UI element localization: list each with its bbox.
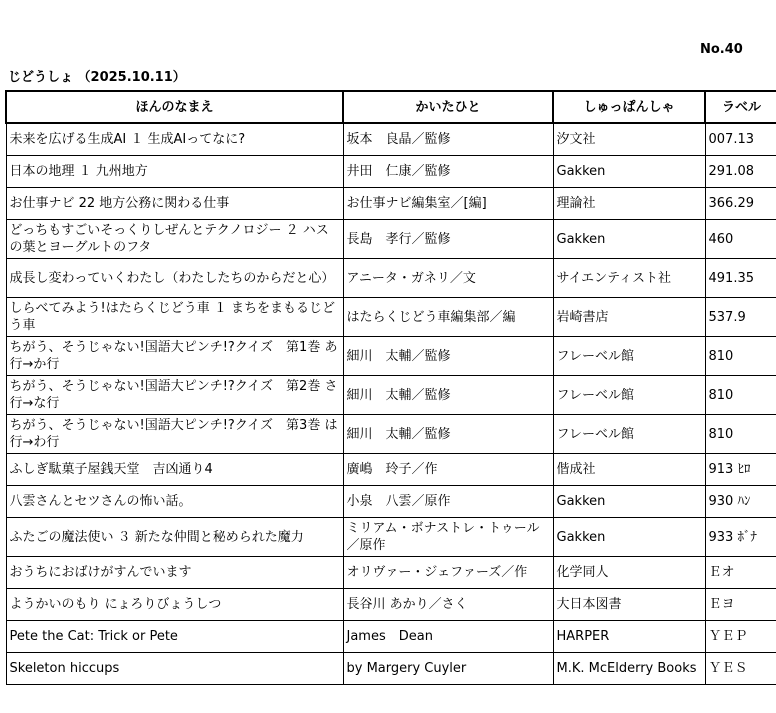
label-cell: 810 <box>705 415 776 454</box>
label-cell: 913 ﾋﾛ <box>705 454 776 486</box>
publisher-cell: 汐文社 <box>553 123 705 156</box>
publisher-cell: Gakken <box>553 156 705 188</box>
publisher-cell: サイエンティスト社 <box>553 259 705 298</box>
author-cell: オリヴァー・ジェファーズ／作 <box>343 557 553 589</box>
label-cell: ＹＥＰ <box>705 621 776 653</box>
book-title-cell: おうちにおばけがすんでいます <box>6 557 343 589</box>
table-row <box>6 188 776 220</box>
table-row <box>6 589 776 621</box>
label-cell: 537.9 <box>705 298 776 337</box>
column-header-publisher: しゅっぱんしゃ <box>553 91 705 123</box>
author-cell: 坂本 良晶／監修 <box>343 123 553 156</box>
list-heading: じどうしょ （2025.10.11） <box>8 70 186 85</box>
book-title-cell: どっちもすごいそっくりしぜんとテクノロジー ２ ハスの葉とヨーグルトのフタ <box>6 220 343 259</box>
table-row <box>6 621 776 653</box>
table-row <box>6 123 776 156</box>
table-row <box>6 454 776 486</box>
table-row <box>6 376 776 415</box>
label-cell: Ｅヨ <box>705 589 776 621</box>
book-title-cell: ちがう、そうじゃない!国語大ピンチ!?クイズ 第3巻 は行→わ行 <box>6 415 343 454</box>
label-cell: 930 ﾊﾝ <box>705 486 776 518</box>
table-row <box>6 220 776 259</box>
author-cell: 長島 孝行／監修 <box>343 220 553 259</box>
author-cell: お仕事ナビ編集室／[編] <box>343 188 553 220</box>
publisher-cell: フレーベル館 <box>553 415 705 454</box>
book-title-cell: Skeleton hiccups <box>6 653 343 685</box>
publisher-cell: 岩崎書店 <box>553 298 705 337</box>
book-title-cell: ちがう、そうじゃない!国語大ピンチ!?クイズ 第2巻 さ行→な行 <box>6 376 343 415</box>
table-row <box>6 298 776 337</box>
publisher-cell: Gakken <box>553 486 705 518</box>
publisher-cell: Gakken <box>553 220 705 259</box>
table-row <box>6 486 776 518</box>
book-title-cell: お仕事ナビ 22 地方公務に関わる仕事 <box>6 188 343 220</box>
table-row <box>6 518 776 557</box>
publisher-cell: M.K. McElderry Books <box>553 653 705 685</box>
publisher-cell: 理論社 <box>553 188 705 220</box>
table-row <box>6 653 776 685</box>
author-cell: James Dean <box>343 621 553 653</box>
author-cell: 細川 太輔／監修 <box>343 337 553 376</box>
book-title-cell: しらべてみよう!はたらくじどう車 １ まちをまもるじどう車 <box>6 298 343 337</box>
author-cell: 廣嶋 玲子／作 <box>343 454 553 486</box>
author-cell: 細川 太輔／監修 <box>343 415 553 454</box>
label-cell: 810 <box>705 337 776 376</box>
label-cell: 366.29 <box>705 188 776 220</box>
author-cell: by Margery Cuyler <box>343 653 553 685</box>
author-cell: アニータ・ガネリ／文 <box>343 259 553 298</box>
label-cell: 491.35 <box>705 259 776 298</box>
book-title-cell: 未来を広げる生成AI １ 生成AIってなに? <box>6 123 343 156</box>
publisher-cell: フレーベル館 <box>553 376 705 415</box>
publisher-cell: Gakken <box>553 518 705 557</box>
book-title-cell: 八雲さんとセツさんの怖い話。 <box>6 486 343 518</box>
author-cell: 井田 仁康／監修 <box>343 156 553 188</box>
book-title-cell: ちがう、そうじゃない!国語大ピンチ!?クイズ 第1巻 あ行→か行 <box>6 337 343 376</box>
author-cell: 細川 太輔／監修 <box>343 376 553 415</box>
table-row <box>6 156 776 188</box>
column-header-label: ラベル <box>705 91 776 123</box>
publisher-cell: 化学同人 <box>553 557 705 589</box>
label-cell: 933 ﾎﾞﾅ <box>705 518 776 557</box>
author-cell: はたらくじどう車編集部／編 <box>343 298 553 337</box>
table-row <box>6 259 776 298</box>
book-title-cell: ふたごの魔法使い ３ 新たな仲間と秘められた魔力 <box>6 518 343 557</box>
author-cell: ミリアム・ボナストレ・トゥール／原作 <box>343 518 553 557</box>
label-cell: ＹＥＳ <box>705 653 776 685</box>
table-row <box>6 415 776 454</box>
label-cell: 291.08 <box>705 156 776 188</box>
table-row <box>6 557 776 589</box>
book-title-cell: Pete the Cat: Trick or Pete <box>6 621 343 653</box>
table-header-row <box>6 91 776 123</box>
publisher-cell: 大日本図書 <box>553 589 705 621</box>
book-title-cell: 日本の地理 １ 九州地方 <box>6 156 343 188</box>
label-cell: 007.13 <box>705 123 776 156</box>
label-cell: 460 <box>705 220 776 259</box>
document-number: No.40 <box>700 42 743 57</box>
author-cell: 小泉 八雲／原作 <box>343 486 553 518</box>
publisher-cell: フレーベル館 <box>553 337 705 376</box>
author-cell: 長谷川 あかり／さく <box>343 589 553 621</box>
label-cell: 810 <box>705 376 776 415</box>
column-header-author: かいたひと <box>343 91 553 123</box>
publisher-cell: 偕成社 <box>553 454 705 486</box>
book-list-table <box>5 90 776 685</box>
book-title-cell: 成長し変わっていくわたし（わたしたちのからだと心） <box>6 259 343 298</box>
column-header-title: ほんのなまえ <box>6 91 343 123</box>
book-title-cell: ようかいのもり にょろりびょうしつ <box>6 589 343 621</box>
label-cell: Ｅオ <box>705 557 776 589</box>
book-title-cell: ふしぎ駄菓子屋銭天堂 吉凶通り4 <box>6 454 343 486</box>
table-row <box>6 337 776 376</box>
publisher-cell: HARPER <box>553 621 705 653</box>
